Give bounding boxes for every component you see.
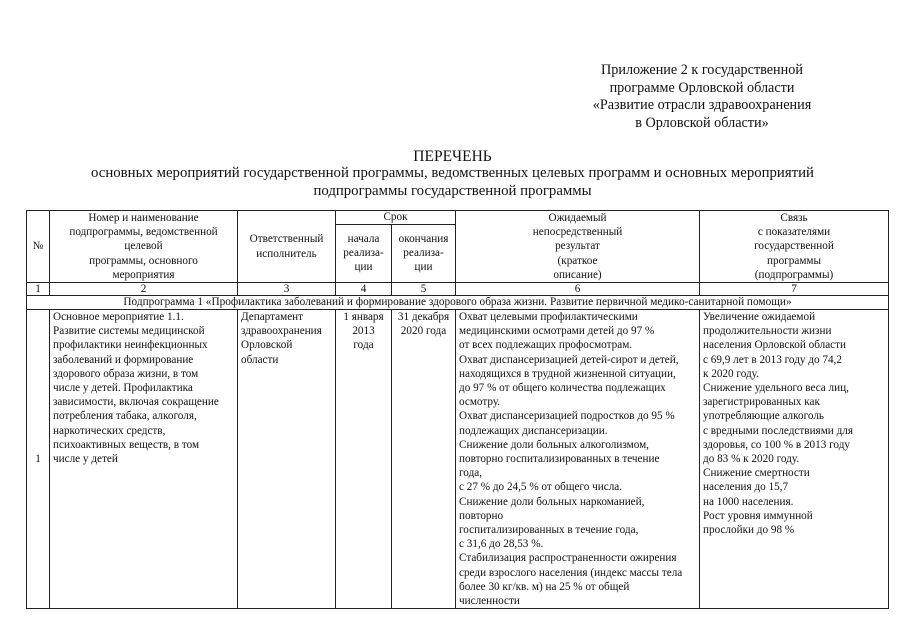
subprogram-title: Подпрограмма 1 «Профилактика заболеваний и формирование здорового образа жизни. Развитие первичной медико-санитарной помощи» <box>27 296 889 310</box>
column-numbers-row <box>27 283 889 296</box>
header-start: начала реализа- ции <box>336 224 392 282</box>
header-result: Ожидаемый непосредственный результат (краткое описание) <box>456 211 700 283</box>
appendix-line: «Развитие отрасли здравоохранения <box>592 97 812 113</box>
header-end: окончания реализа- ции <box>392 224 456 282</box>
appendix-note <box>592 62 812 132</box>
subtitle-line: основных мероприятий государственной программы, ведомственных целевых программ и основных мероприятий <box>91 165 814 181</box>
expected-result: Охват целевыми профилактическими медицинскими осмотрами детей до 97 % от всех подлежащих профосмотрам. Охват диспансеризацией детей-сирот и детей, находящихся в трудной жизненной ситуации, до 97 % от общего количества подлежащих осмотру. Охват диспансеризацией подростков до 95 % подлежащих диспансеризации. Снижение доли больных алкоголизмом, повторно госпитализированных в течение года, с 27 % до 24,5 % от общего числа. Снижение доли больных наркоманией, повторно госпитализированных в течение года, с 31,6 до 28,53 %. Стабилизация распространенности ожирения среди взрослого населения (индекс массы тела более 30 кг/кв. м) на 25 % от общей численности <box>456 310 700 609</box>
col-number: 5 <box>392 283 456 296</box>
end-date: 31 декабря 2020 года <box>392 310 456 609</box>
row-number: 1 <box>27 310 50 609</box>
document-title: ПЕРЕЧЕНЬ <box>413 148 492 165</box>
measure-name: Основное мероприятие 1.1. Развитие системы медицинской профилактики неинфекционных заболеваний и формирование здорового образа жизни, в том числе у детей. Профилактика зависимости, включая сокращение потребления табака, алкоголя, наркотических средств, психоактивных веществ, в том числе у детей <box>50 310 238 609</box>
header-num: № <box>27 211 50 283</box>
col-number: 7 <box>700 283 889 296</box>
appendix-line: программе Орловской области <box>609 79 795 96</box>
measures-table <box>26 210 889 609</box>
program-link: Увеличение ожидаемой продолжительности жизни населения Орловской области с 69,9 лет в 2013 году до 74,2 к 2020 году. Снижение удельного веса лиц, зарегистрированных как употребляющие алкоголь с вредными последствиями для здоровья, со 100 % в 2013 году до 83 % к 2020 году. Снижение смертности населения до 15,7 на 1000 населения. Рост уровня иммунной прослойки до 98 % <box>700 310 889 609</box>
subtitle-line: подпрограммы государственной программы <box>313 182 592 199</box>
document-subtitle <box>20 165 885 200</box>
header-link: Связь с показателями государственной программы (подпрограммы) <box>700 211 889 283</box>
col-number: 3 <box>238 283 336 296</box>
appendix-line: в Орловской области» <box>635 114 769 131</box>
executor: Департамент здравоохранения Орловской области <box>238 310 336 609</box>
col-number: 2 <box>50 283 238 296</box>
col-number: 4 <box>336 283 392 296</box>
table-row <box>27 310 889 609</box>
col-number: 6 <box>456 283 700 296</box>
header-executor: Ответственный исполнитель <box>238 211 336 283</box>
col-number: 1 <box>27 283 50 296</box>
start-date: 1 января 2013 года <box>336 310 392 609</box>
header-term: Срок <box>336 211 456 225</box>
appendix-line: Приложение 2 к государственной <box>601 62 803 78</box>
header-name: Номер и наименование подпрограммы, ведомственной целевой программы, основного мероприятия <box>50 211 238 283</box>
